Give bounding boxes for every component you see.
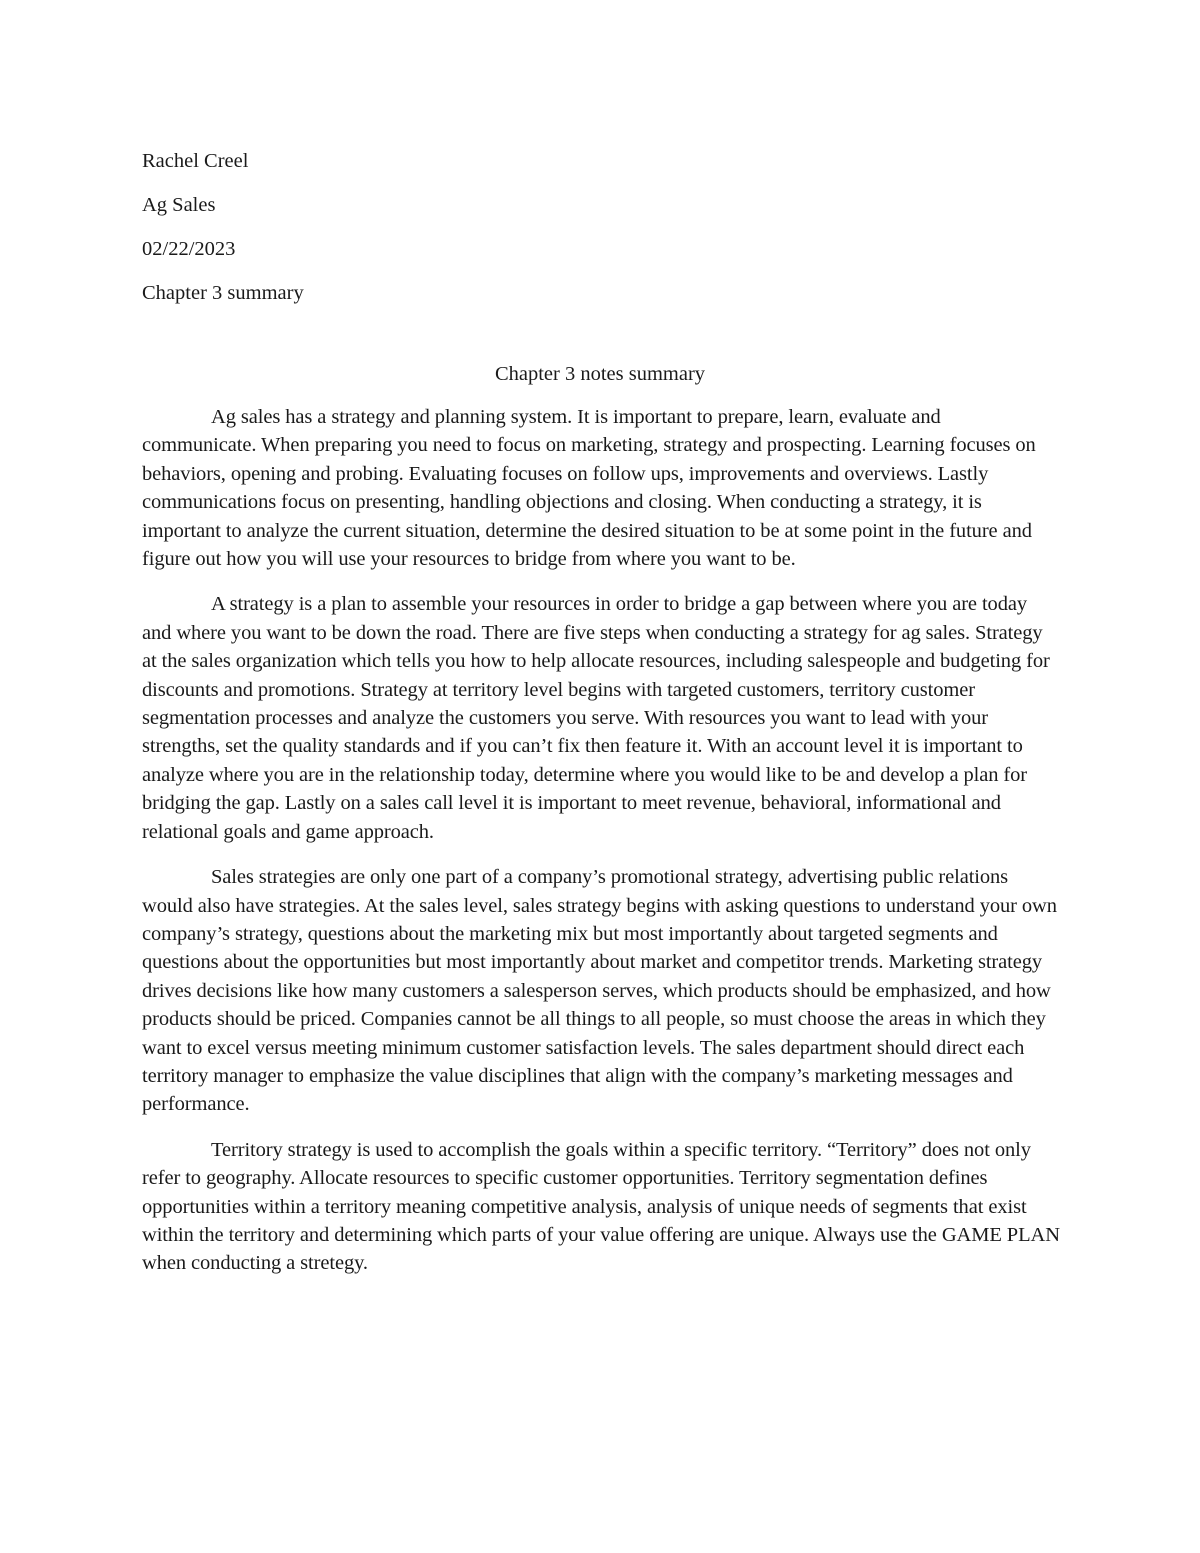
- paragraph: Sales strategies are only one part of a company’s promotional strategy, advertising public relations would also have strategies. At the sales level, sales strategy begins with asking questions to understand your own company’s strategy, questions about the marketing mix but most importantly about targeted segments and questions about the opportunities but most importantly about market and competitor trends. Marketing strategy drives decisions like how many customers a salesperson serves, which products should be emphasized, and how products should be priced. Companies cannot be all things to all people, so must choose the areas in which they want to excel versus meeting minimum customer satisfaction levels. The sales department should direct each territory manager to emphasize the value disciplines that align with the company’s marketing messages and performance.: [142, 866, 1057, 1116]
- paragraph: A strategy is a plan to assemble your resources in order to bridge a gap between where you are today and where you want to be down the road. There are five steps when conducting a strategy for ag sales. Strategy at the sales organization which tells you how to help allocate resources, including salespeople and budgeting for discounts and promotions. Strategy at territory level begins with targeted customers, territory customer segmentation processes and analyze the customers you serve. With resources you want to lead with your strengths, set the quality standards and if you can’t fix then feature it. With an account level it is important to analyze where you are in the relationship today, determine where you would like to be and develop a plan for bridging the gap. Lastly on a sales call level it is important to meet revenue, behavioral, informational and relational goals and game approach.: [142, 593, 1050, 843]
- author-name: Rachel Creel: [142, 150, 249, 172]
- document-header: [142, 139, 742, 315]
- paragraph: Ag sales has a strategy and planning system. It is important to prepare, learn, evaluate and communicate. When preparing you need to focus on marketing, strategy and prospecting. Learning focuses on behaviors, opening and probing. Evaluating focuses on follow ups, improvements and overviews. Lastly communications focus on presenting, handling objections and closing. When conducting a strategy, it is important to analyze the current situation, determine the desired situation to be at some point in the future and figure out how you will use your resources to bridge from where you want to be.: [142, 406, 1036, 571]
- assignment-name: Chapter 3 summary: [142, 282, 304, 304]
- document-body: [142, 403, 1060, 1295]
- course-name: Ag Sales: [142, 194, 216, 216]
- document-title: Chapter 3 notes summary: [494, 363, 706, 385]
- paragraph: Territory strategy is used to accomplish the goals within a specific territory. “Territory” does not only refer to geography. Allocate resources to specific customer opportunities. Territory segmentation defines opportunities within a territory meaning competitive analysis, analysis of unique needs of segments that exist within the territory and determining which parts of your value offering are unique. Always use the GAME PLAN when conducting a stretegy.: [142, 1138, 1060, 1275]
- document-date: 02/22/2023: [142, 238, 236, 260]
